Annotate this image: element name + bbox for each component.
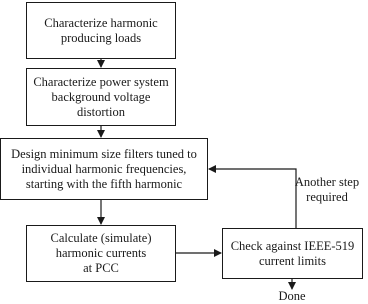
step-calculate-currents: Calculate (simulate) harmonic currents at PCC xyxy=(26,225,176,282)
done-label: Done xyxy=(278,289,306,303)
step-characterize-system: Characterize power system background voltage distortion xyxy=(26,68,176,126)
step-check-ieee: Check against IEEE-519 current limits xyxy=(222,228,363,279)
step-design-filters: Design minimum size filters tuned to individual harmonic frequencies, starting with the fifth harmonic xyxy=(0,138,208,200)
arrow-loop-back-to-design xyxy=(209,169,296,228)
loop-label: Another step required xyxy=(294,175,360,204)
step-characterize-loads: Characterize harmonic producing loads xyxy=(26,2,176,59)
